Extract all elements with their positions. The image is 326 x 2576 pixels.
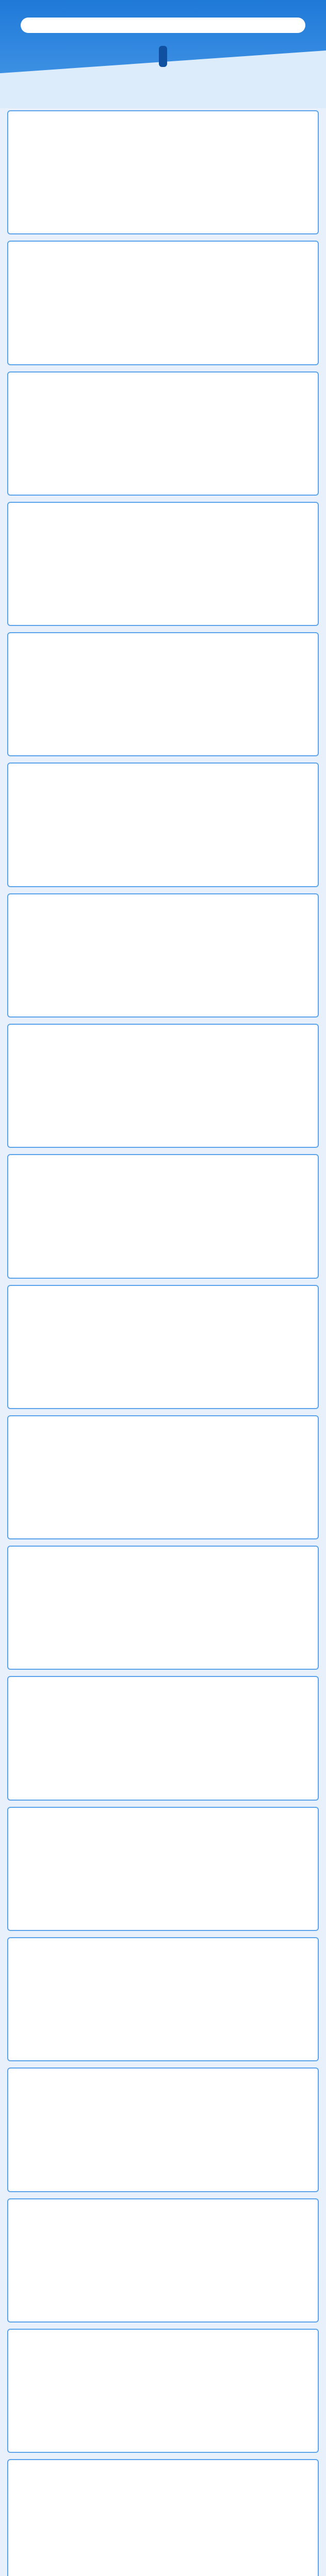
policy-card — [7, 893, 319, 1018]
policy-card — [7, 1807, 319, 1931]
header-title-line1 — [21, 18, 305, 33]
policy-card — [7, 2067, 319, 2192]
policy-card-list — [7, 110, 319, 2576]
header-banner — [0, 0, 326, 108]
policy-card — [7, 1024, 319, 1148]
policy-card — [7, 1415, 319, 1539]
policy-card — [7, 762, 319, 887]
policy-card — [7, 110, 319, 234]
policy-card — [7, 371, 319, 496]
policy-card — [7, 632, 319, 756]
policy-card — [7, 502, 319, 626]
policy-card — [7, 2459, 319, 2576]
policy-card — [7, 1285, 319, 1409]
policy-card — [7, 241, 319, 365]
policy-card — [7, 1676, 319, 1800]
policy-card — [7, 2329, 319, 2453]
header-title-highlight — [159, 46, 167, 67]
header-title-line2 — [21, 40, 305, 73]
policy-card — [7, 1154, 319, 1278]
policy-card — [7, 2198, 319, 2323]
policy-card — [7, 1546, 319, 1670]
policy-card — [7, 1937, 319, 2061]
